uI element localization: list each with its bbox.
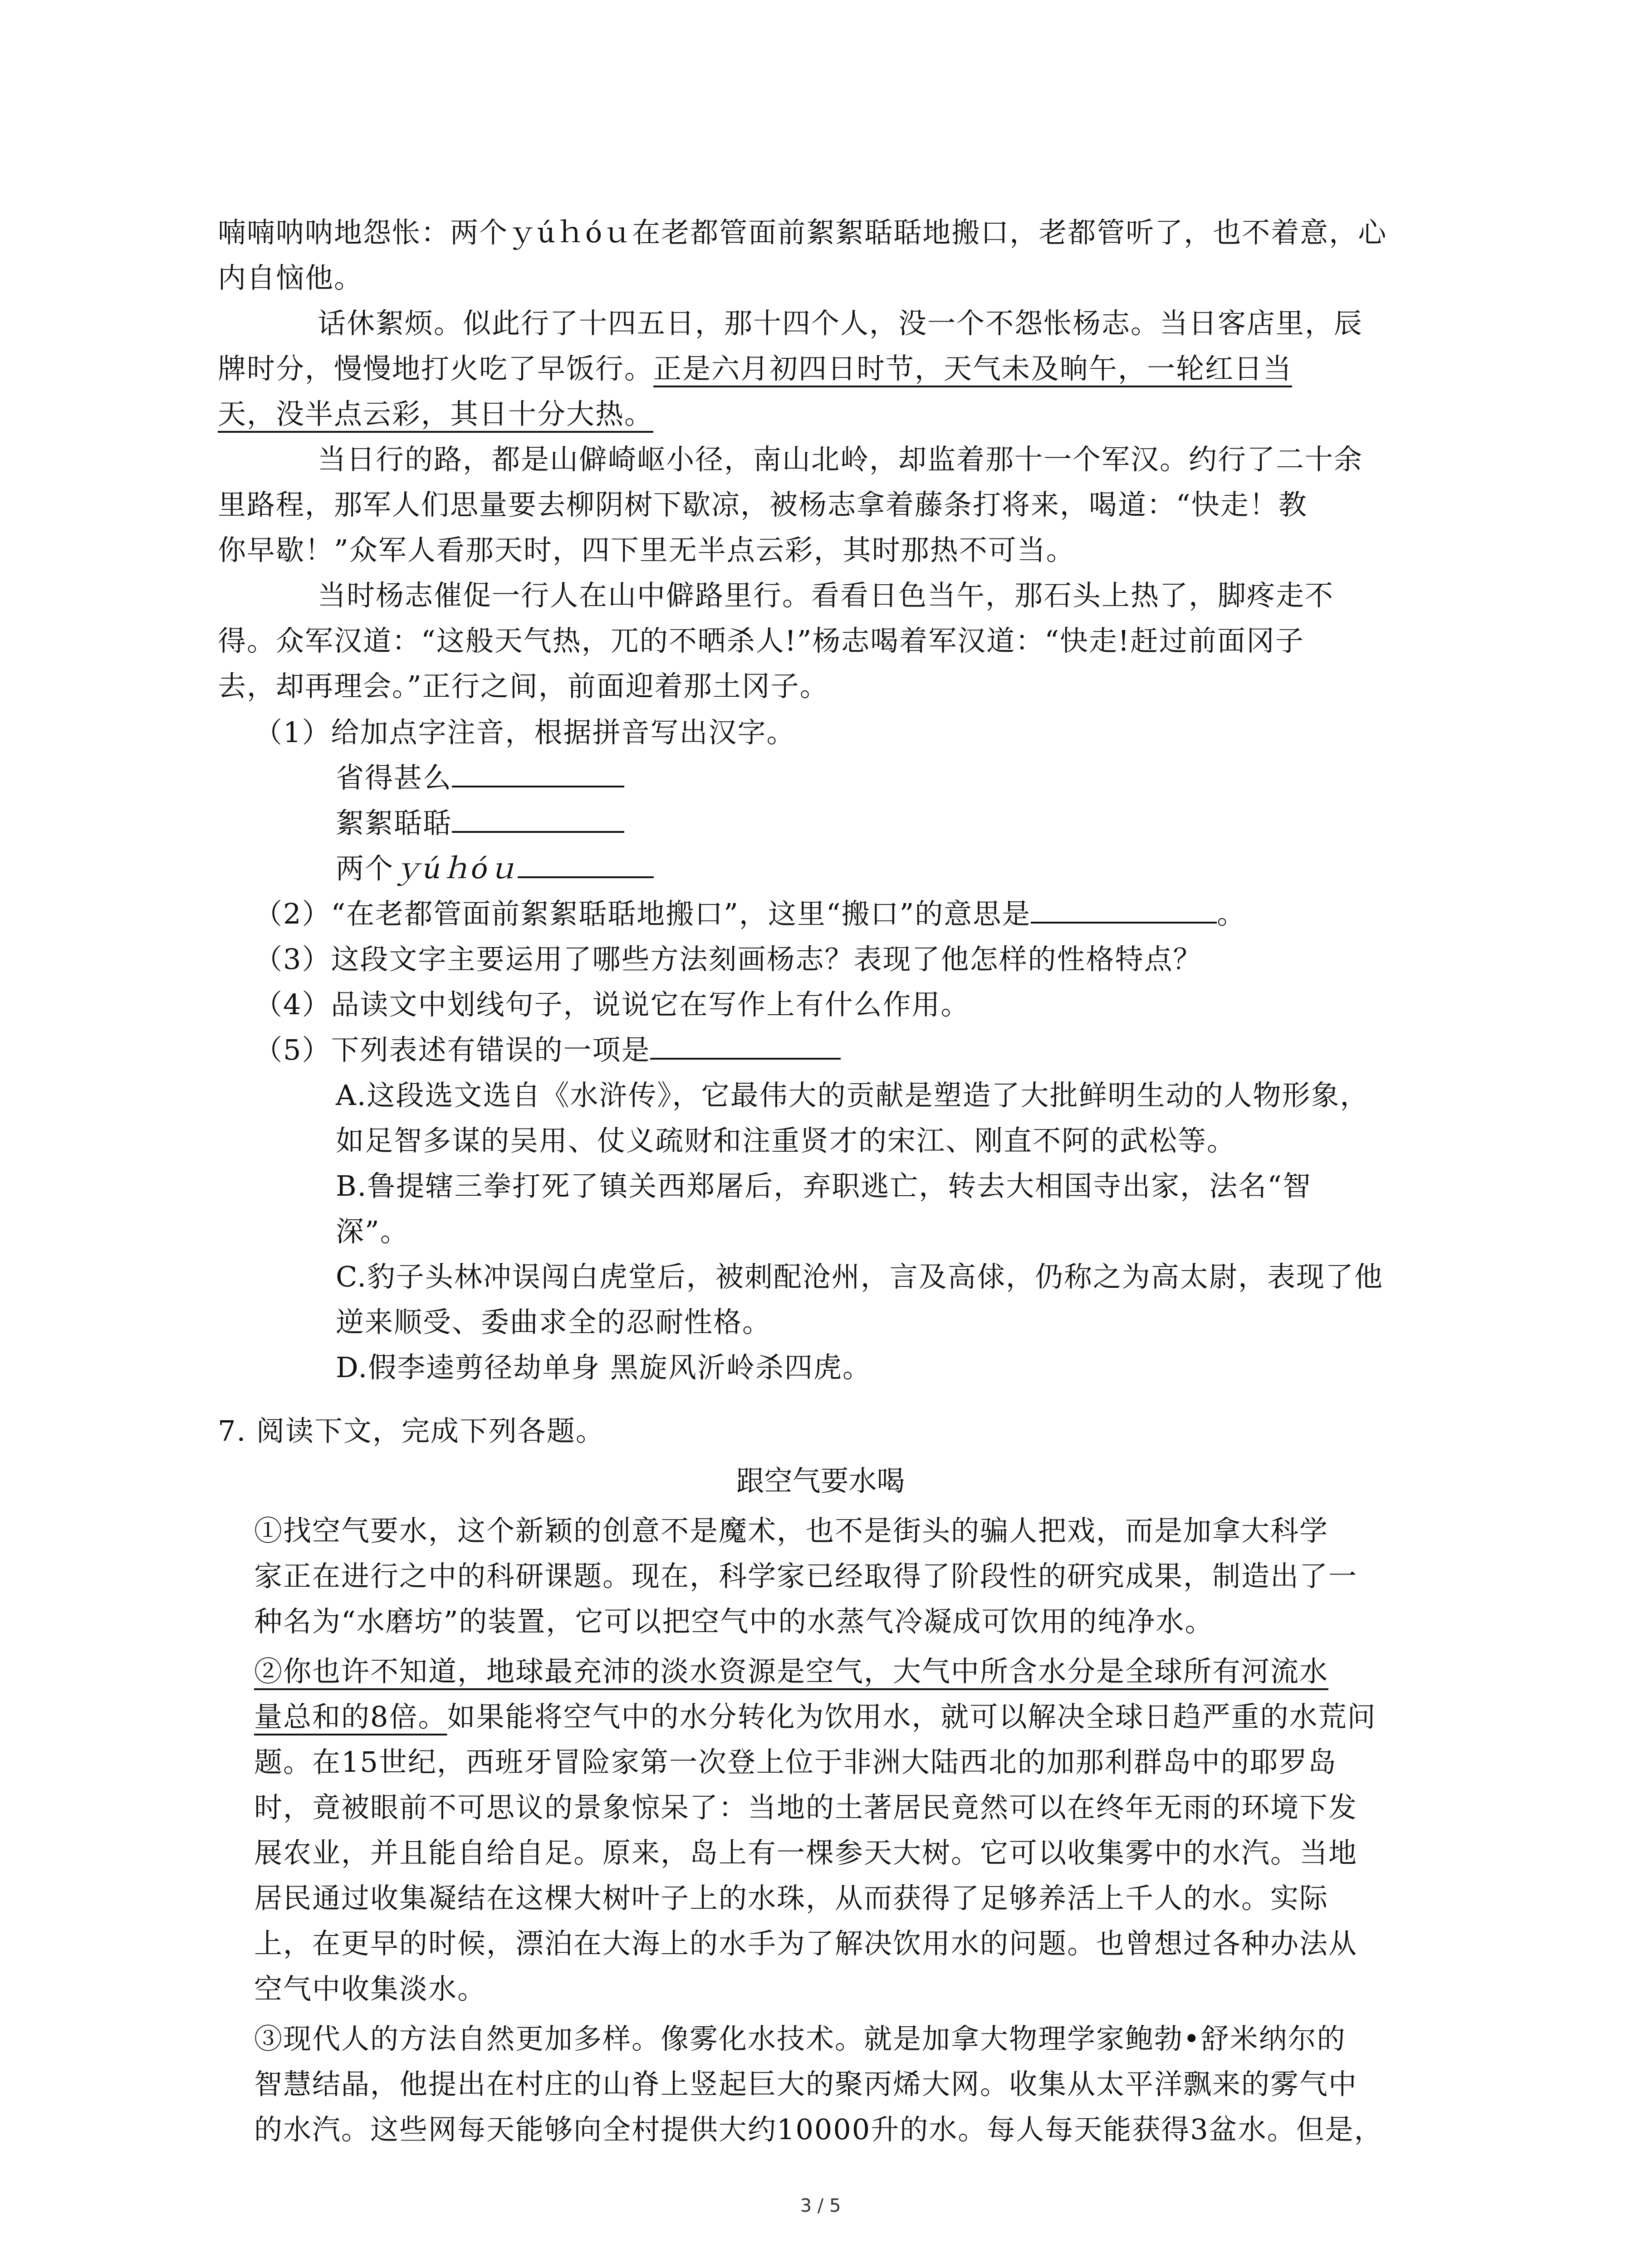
- article-title: 跟空气要水喝: [736, 1464, 905, 1497]
- passage-line: 去，却再理会。”正行之间，前面迎着那土冈子。: [218, 670, 829, 703]
- answer-blank[interactable]: [518, 849, 654, 878]
- question-1a: [336, 758, 624, 798]
- question-1: （1）给加点字注音，根据拼音写出汉字。: [254, 716, 796, 749]
- question-7-heading: 7. 阅读下文，完成下列各题。: [218, 1414, 605, 1447]
- passage-line: 话休絮烦。似此行了十四五日，那十四个人，没一个不怨怅杨志。当日客店里，辰: [318, 307, 1363, 340]
- question-4: （4）品读文中划线句子，说说它在写作上有什么作用。: [254, 988, 970, 1021]
- underlined-sentence: ②你也许不知道，地球最充沛的淡水资源是空气，大气中所含水分是全球所有河流水: [254, 1655, 1329, 1688]
- answer-blank[interactable]: [650, 1031, 841, 1060]
- question-1c: [336, 848, 654, 889]
- item-text: 两个: [336, 852, 394, 885]
- option-a: A.这段选文选自《水浒传》，它最伟大的贡献是塑造了大批鲜明生动的人物形象，: [336, 1079, 1369, 1112]
- article-line: 时，竟被眼前不可思议的景象惊呆了：当地的土著居民竟然可以在终年无雨的环境下发: [254, 1791, 1358, 1824]
- article-text: 如果能将空气中的水分转化为饮用水，就可以解决全球日趋严重的水荒问: [447, 1700, 1376, 1733]
- article-line: 空气中收集淡水。: [254, 1972, 487, 2005]
- passage-line: 里路程，那军人们思量要去柳阴树下歇凉，被杨志拿着藤条打将来，喝道：“快走！教: [218, 488, 1308, 521]
- article-line: 的水汽。这些网每天能够向全村提供大约10000升的水。每人每天能获得3盆水。但是，: [254, 2113, 1383, 2146]
- question-5: [254, 1030, 841, 1070]
- passage-line: 当日行的路，都是山僻崎岖小径，南山北岭，却监着那十一个军汉。约行了二十余: [318, 443, 1363, 476]
- question-text: 。: [1217, 897, 1246, 930]
- question-1b: [336, 803, 624, 844]
- article-line: ③现代人的方法自然更加多样。像雾化水技术。就是加拿大物理学家鲍勃•舒米纳尔的: [254, 2022, 1346, 2055]
- article-line: ①找空气要水，这个新颖的创意不是魔术，也不是街头的骗人把戏，而是加拿大科学: [254, 1514, 1329, 1547]
- passage-line: [218, 348, 1292, 389]
- article-line: 展农业，并且能自给自足。原来，岛上有一棵参天大树。它可以收集雾中的水汽。当地: [254, 1836, 1358, 1869]
- item-text: 省得甚么: [336, 761, 452, 794]
- option-b: B.鲁提辖三拳打死了镇关西郑屠后，弃职逃亡，转去大相国寺出家，法名“智: [336, 1169, 1312, 1202]
- passage-line: [218, 394, 653, 435]
- page-number: 3 / 5: [800, 2195, 841, 2216]
- article-line: 家正在进行之中的科研课题。现在，科学家已经取得了阶段性的研究成果，制造出了一: [254, 1559, 1358, 1593]
- question-text: （2）“在老都管面前絮絮聒聒地搬口”，这里“搬口”的意思是: [254, 897, 1031, 930]
- article-line: [254, 1696, 1376, 1737]
- passage-text: 牌时分，慢慢地打火吃了早饭行。: [218, 352, 654, 385]
- passage-line: 内自恼他。: [218, 261, 363, 294]
- answer-blank[interactable]: [452, 758, 624, 787]
- question-3: （3）这段文字主要运用了哪些方法刻画杨志？表现了他怎样的性格特点？: [254, 943, 1202, 976]
- question-2: [254, 894, 1246, 934]
- article-line: [254, 1651, 1328, 1692]
- passage-line: 喃喃呐呐地怨怅：两个ｙúｈóｕ在老都管面前絮絮聒聒地搬口，老都管听了，也不着意，心: [218, 216, 1387, 249]
- article-line: 智慧结晶，他提出在村庄的山脊上竖起巨大的聚丙烯大网。收集从太平洋飘来的雾气中: [254, 2068, 1358, 2101]
- pinyin-text: ｙúｈóｕ: [394, 852, 518, 885]
- passage-line: 你早歇！”众军人看那天时，四下里无半点云彩，其时那热不可当。: [218, 533, 1075, 567]
- passage-line: 得。众军汉道：“这般天气热，兀的不晒杀人!”杨志喝着军汉道：“快走!赶过前面冈子: [218, 624, 1304, 657]
- article-line: 种名为“水磨坊”的装置，它可以把空气中的水蒸气冷凝成可饮用的纯净水。: [254, 1605, 1214, 1638]
- option-d: D.假李逵剪径劫单身 黑旋风沂岭杀四虎。: [336, 1351, 872, 1384]
- option-c-cont: 逆来顺受、委曲求全的忍耐性格。: [336, 1305, 772, 1339]
- article-line: 居民通过收集凝结在这棵大树叶子上的水珠，从而获得了足够养活上千人的水。实际: [254, 1882, 1329, 1915]
- underlined-sentence: 天，没半点云彩，其日十分大热。: [218, 397, 654, 430]
- question-text: （5）下列表述有错误的一项是: [254, 1033, 651, 1066]
- article-line: 题。在15世纪，西班牙冒险家第一次登上位于非洲大陆西北的加那利群岛中的耶罗岛: [254, 1745, 1337, 1779]
- passage-line: 当时杨志催促一行人在山中僻路里行。看看日色当午，那石头上热了，脚疼走不: [318, 579, 1334, 612]
- option-c: C.豹子头林冲误闯白虎堂后，被刺配沧州，言及高俅，仍称之为高太尉，表现了他: [336, 1260, 1383, 1293]
- answer-blank[interactable]: [1031, 894, 1217, 924]
- article-line: 上，在更早的时候，漂泊在大海上的水手为了解决饮用水的问题。也曾想过各种办法从: [254, 1927, 1358, 1960]
- underlined-sentence: 量总和的8倍。: [254, 1700, 447, 1733]
- underlined-sentence: 正是六月初四日时节，天气未及晌午，一轮红日当: [653, 352, 1293, 385]
- option-b-cont: 深”。: [336, 1215, 409, 1248]
- option-a-cont: 如足智多谋的吴用、仗义疏财和注重贤才的宋江、刚直不阿的武松等。: [336, 1124, 1236, 1157]
- item-text: 絮絮聒聒: [336, 807, 452, 840]
- answer-blank[interactable]: [452, 804, 624, 833]
